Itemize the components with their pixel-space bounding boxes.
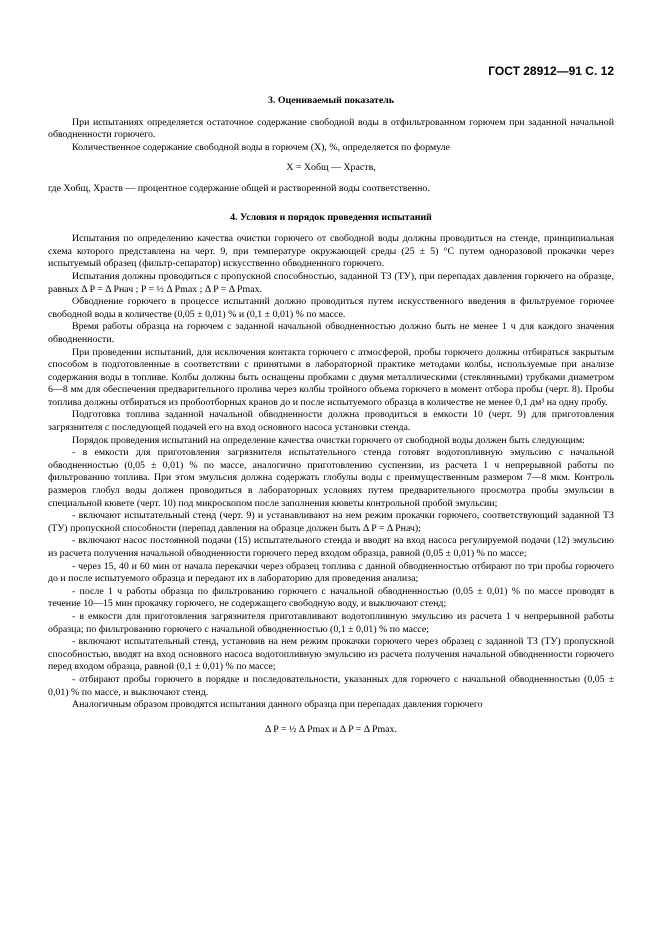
section-4-heading: 4. Условия и порядок проведения испытаний [230, 211, 432, 223]
section-3-paragraph-2: Количественное содержание свободной воды в горючем (X), %, определяется по формуле [72, 141, 450, 153]
section-4-paragraph: Испытания по определению качества очистки горючего от свободной воды должны проводиться на стенде, принципиальная схема которого представлена на черт. 9, при температуре окружающей среды (25 ± 5) °С путем одноразовой прокачки через испытуемый образец (фильтр-сепаратор) искусственно обводненного горючего. [48, 233, 614, 270]
section-4-list-item: - после 1 ч работы образца по фильтрованию горючего с начальной обводненностью (0,05 ± 0,01) % по массе проводят в течение 10—15 мин прокачку горючего, не содержащего свободную воду, и выключают стенд; [48, 585, 614, 610]
page-header: ГОСТ 28912—91 С. 12 [488, 64, 614, 78]
section-4-paragraph: Обводнение горючего в процессе испытаний должно проводиться путем искусственного введения в фильтруемое горючее свободной воды в количестве (0,05 ± 0,01) % и (0,1 ± 0,01) % по массе. [48, 296, 614, 320]
section-4-paragraph: Порядок проведения испытаний на определение качества очистки горючего от свободной воды должен быть следующим: [72, 434, 585, 446]
formula-explanation: где Xобщ, Xраств — процентное содержание общей и растворенной воды соответственно. [48, 182, 430, 194]
section-3-heading: 3. Оцениваемый показатель [267, 95, 394, 106]
section-4-paragraph: Аналогичным образом проводятся испытания данного образца при перепадах давления горючего [72, 699, 483, 711]
section-4-list-item: - в емкости для приготовления загрязнителя приготавливают водотопливную эмульсию из расчета 1 ч непрерывной работы образца; по фильтрованию горючего с начальной обводненностью (0,1 ± 0,01) % по массе; [48, 610, 614, 635]
section-4-paragraph: Время работы образца на горючем с заданной начальной обводненностью должно быть не менее 1 ч для каждого значения обводненности. [48, 321, 614, 345]
section-4-list-item: - включают испытательный стенд (черт. 9) и устанавливают на нем режим прокачки горючего, соответствующий заданной ТЗ (ТУ) пропускной способности (перепад давления на образце должен быть Δ P = Δ Pнач); [48, 510, 614, 534]
section-4-paragraph: Испытания должны проводиться с пропускной способностью, заданной ТЗ (ТУ), при перепадах давления горючего на образце, равных Δ P = Δ Pнач ; P = ½ Δ Pmax ; Δ P = Δ Pmax. [48, 270, 614, 295]
section-4-list-item: - включают насос постоянной подачи (15) испытательного стенда и вводят на вход насоса регулируемой подачи (12) эмульсию из расчета получения начальной обводненности горючего перед входом образца, равной (0,05 ± 0,01) % по массе; [48, 535, 614, 559]
section-4-list-item: - включают испытательный стенд, установив на нем режим прокачки горючего через образец с заданной ТЗ (ТУ) пропускной способностью, вводят на вход основного насоса водотопливную эмульсию из расчета получения начальной обводненности горючего перед входом образца, равной (0,1 ± 0,01) % по массе; [48, 636, 614, 673]
section-4-paragraph: При проведении испытаний, для исключения контакта горючего с атмосферой, пробы горючего должны отбираться закрытым способом в подготовленные в соответствии с принятыми в лабораторной практике методами колбы, используемые при анализе содержания воды в топливе. Колбы должны быть оснащены пробками с двумя металлическими (стеклянными) трубками диаметром 6—8 мм для обеспечения предварительного пролива через колбы тройного объема горючего в момент отбора пробы (черт. 8). Пробы топлива должны отбираться из пробоотборных кранов до и после испытуемого образца в количестве не менее 0,1 дм³ на одну пробу. [48, 346, 614, 408]
section-4-list-item: - отбирают пробы горючего в порядке и последовательности, указанных для горючего с начальной обводненностью (0,05 ± 0,01) % по массе, и выключают стенд. [48, 673, 614, 698]
document-body [48, 95, 614, 736]
final-formula: Δ P = ½ Δ Pmax и Δ P = Δ Pmax. [265, 723, 397, 735]
section-4-list-item: - через 15, 40 и 60 мин от начала перекачки через образец топлива с данной обводненностью отбирают по три пробы горючего до и после испытуемого образца и передают их в лабораторию для проведения анализа; [48, 560, 614, 585]
section-4-paragraph: Подготовка топлива заданной начальной обводненности должна проводиться в емкости 10 (черт. 9) для приготовления загрязнителя с последующей подачей его на вход основного насоса установки стенда. [48, 409, 614, 434]
section-3-paragraph-1: При испытаниях определяется остаточное содержание свободной воды в отфильтрованном горючем при заданной начальной обводненности горючего. [48, 116, 614, 141]
formula-x: X = Xобщ — Xраств, [286, 162, 376, 174]
section-4-list-item: - в емкости для приготовления загрязнителя испытательного стенда готовят водотопливную эмульсию с начальной обводненностью (0,05 ± 0,01) % по массе, аналогично приготовлению суспензии, из расчета 1 ч непрерывной работы по фильтрованию топлива. При этом эмульсия должна содержать глобулы воды с преимущественным размером 7—8 мкм. Контроль размеров глобул воды должен проводиться в лабораторных условиях путем предварительного просмотра пробы эмульсии в специальной кювете (черт. 10) под микроскопом после заполнения кюветы контрольной пробой эмульсии; [48, 447, 614, 509]
